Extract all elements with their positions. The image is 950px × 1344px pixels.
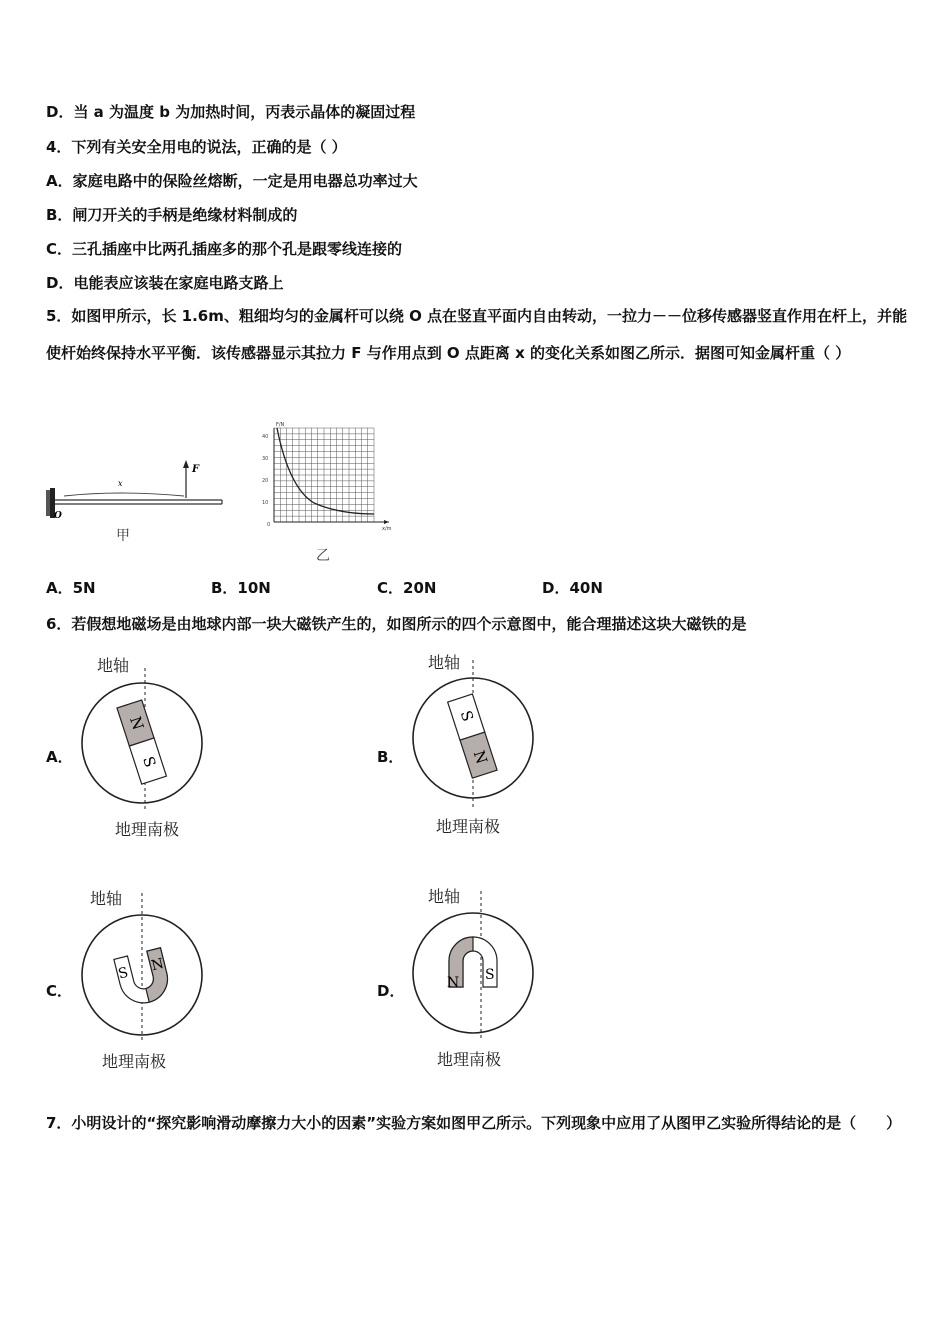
pole-caption-b: 地理南极 — [436, 817, 501, 836]
pole-label-bottom: S — [139, 754, 160, 770]
axis-label-d: 地轴 — [428, 887, 461, 906]
q5-option-d: D．40N — [542, 579, 603, 597]
pole-caption-d: 地理南极 — [437, 1050, 502, 1069]
y-tick: 10 — [262, 500, 269, 506]
q6-figure-a — [78, 660, 208, 820]
x-axis-label: x/m — [382, 526, 392, 532]
q4-option-b: B．闸刀开关的手柄是绝缘材料制成的 — [46, 206, 298, 224]
figure-caption-jia: 甲 — [116, 528, 130, 544]
axis-label-b: 地轴 — [428, 653, 461, 672]
pivot-label: O — [54, 511, 62, 521]
pole-label-left: S — [116, 964, 130, 983]
y-axis-label: F/N — [276, 422, 285, 428]
q4-option-c: C．三孔插座中比两孔插座多的那个孔是跟零线连接的 — [46, 240, 403, 258]
q4-option-a: A．家庭电路中的保险丝熔断，一定是用电器总功率过大 — [46, 172, 418, 190]
q5-option-b: B．10N — [211, 579, 271, 597]
axis-label-a: 地轴 — [97, 656, 130, 675]
q5-option-c: C．20N — [377, 579, 437, 597]
q6-figure-c — [78, 893, 208, 1053]
pole-label-bottom: N — [469, 748, 491, 767]
q5-figure-yi — [254, 418, 394, 568]
pole-caption-c: 地理南极 — [102, 1052, 167, 1071]
pole-label-top: N — [126, 714, 148, 733]
q6-option-b-letter: B． — [377, 748, 404, 766]
graph-grid — [274, 428, 374, 522]
q7-stem: 7．小明设计的“探究影响滑动摩擦力大小的因素”实验方案如图甲乙所示。下列现象中应用了从图甲乙实验所得结论的是（ ） — [46, 1114, 902, 1132]
q3-option-d: D．当 a 为温度 b 为加热时间，丙表示晶体的凝固过程 — [46, 103, 416, 121]
pole-caption-a: 地理南极 — [115, 820, 180, 839]
x-label: x — [118, 479, 123, 488]
q4-stem: 4．下列有关安全用电的说法，正确的是（ ） — [46, 138, 347, 156]
pole-label-top: S — [456, 708, 478, 724]
q4-option-d: D．电能表应该装在家庭电路支路上 — [46, 274, 284, 292]
pole-label-left: N — [447, 975, 460, 991]
q6-figure-b — [409, 658, 539, 818]
q6-option-a-letter: A． — [46, 748, 73, 766]
y-tick: 40 — [262, 434, 269, 440]
q6-stem: 6．若假想地磁场是由地球内部一块大磁铁产生的，如图所示的四个示意图中，能合理描述这块大磁铁的是 — [46, 615, 747, 633]
pole-label-right: S — [485, 967, 495, 983]
q6-option-c-letter: C． — [46, 982, 73, 1000]
q6-figure-d — [409, 891, 539, 1051]
force-label: F — [192, 464, 200, 475]
figure-caption-yi: 乙 — [316, 548, 330, 564]
pole-label-right: N — [149, 955, 166, 975]
axis-label-c: 地轴 — [90, 889, 123, 908]
y-tick: 30 — [262, 456, 269, 462]
q5-option-a: A．5N — [46, 579, 96, 597]
q5-stem: 5．如图甲所示，长 1.6m、粗细均匀的金属杆可以绕 O 点在竖直平面内自由转动，一拉力－－位移传感器竖直作用在杆上，并能使杆始终保持水平平衡．该传感器显示其拉力 F 与作用点到 O 点距离 x 的变化关系如图乙所示．据图可知金属杆重（ ） — [46, 307, 908, 362]
q6-option-d-letter: D． — [377, 982, 405, 1000]
q5-figure-jia — [44, 440, 234, 550]
y-tick: 20 — [262, 478, 269, 484]
y-tick: 0 — [267, 522, 271, 528]
f-x-curve — [277, 428, 374, 514]
